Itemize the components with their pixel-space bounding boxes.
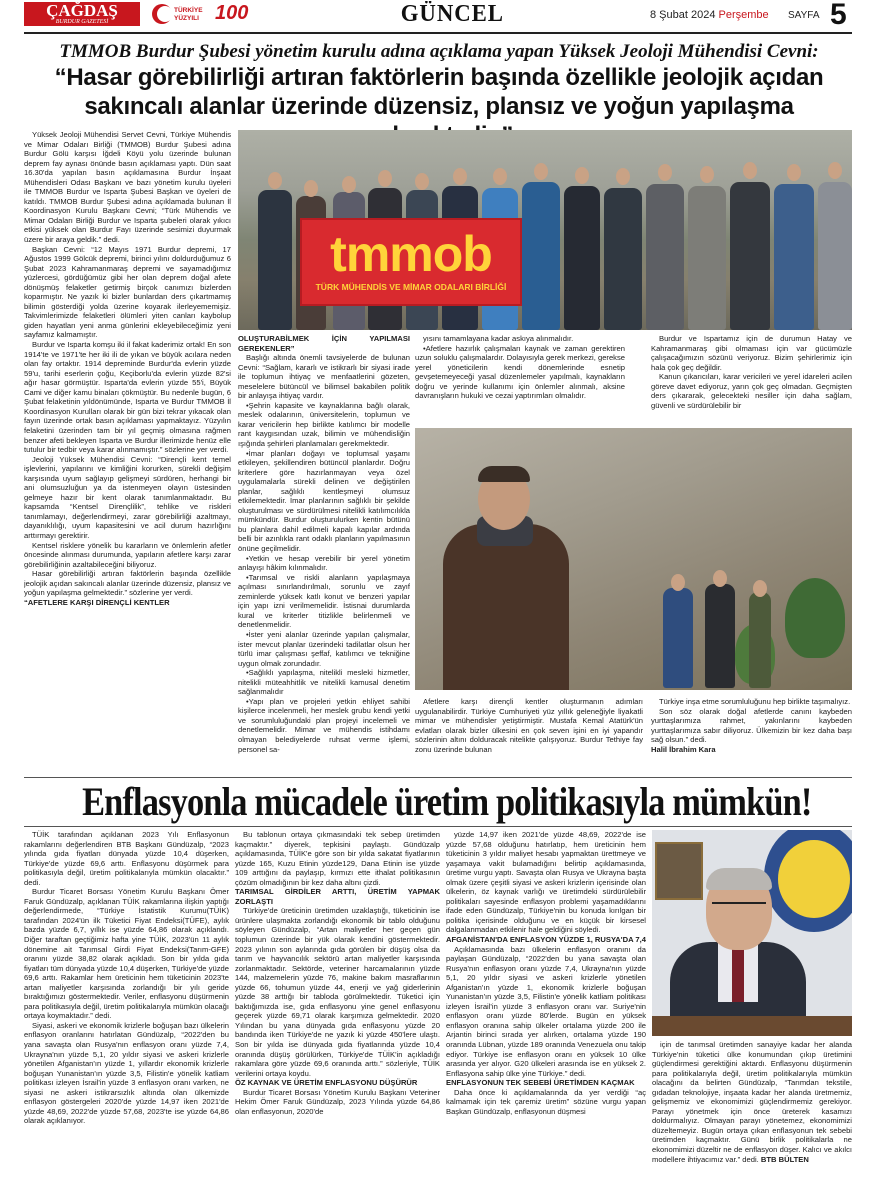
paragraph: •Yapı plan ve projeleri yetkin ehliyet sahibi kişilerce incelenmeli, her meslek grubu kendi yetki ve sorumluluğundaki plan projeyi incelemeli ve denetlemelidir. Mimar ve mühendis istihdamı olmayan belediyelerde ruhsat verme işlemi, personel sa- <box>238 696 410 754</box>
paragraph: yüzde 14,97 iken 2021'de yüzde 48,69, 2022'de ise yüzde 57,68 olduğunu hatırlatıp, hem üreticinin hem tüketicinin 3 yıldır maliyet hesabı yapmaktan ürettmeye ve yaşamaya vakit bulamadığını belirtip açıklamasında, üretime vurgu yaptı. Savaşta olan Rusya ve Ukrayna başta olmak üzere çeşitli siyasi ve askeri krizlerin içerisinde olan ülkelerin, öz kaynak varlığı ve üretimdeki sürdürülebilir politikaları sayesinde enflasyon problemi yaşamadıklarını ifade eden Gündüzalp, Türkiye'nin bu konuda kırılgan bir politika içerisinde olduğunu ve en küçük bir kirsesel dalgalanmadan etkilenir hale geldiğini söyledi. <box>446 830 646 935</box>
author-byline: Halil İbrahim Kara <box>651 744 716 754</box>
paragraph: Daha önce ki açıklamalarında da yer verdiği “aç kalmamak için tek çaremiz üretim” sözüne vurgu yapan Başkan Gündüzalp, enflasyonun düşmesi <box>446 1087 646 1116</box>
paragraph: •Sağlıklı yapılaşma, nitelikli mesleki hizmetler, nitelikli müteahhitlik ve nitelikli kamusal denetim sağlanmalıdır <box>238 668 410 697</box>
article2-headline: Enflasyonla mücadele üretim politikasıyla mümkün! <box>82 779 812 824</box>
date-text: 8 Şubat 2024 <box>650 9 716 21</box>
banner-subtitle: TÜRK MÜHENDİS VE MİMAR ODALARI BİRLİĞİ <box>315 282 507 292</box>
paragraph: Burdur Ticaret Borsası Yönetim Kurulu Başkanı Veteriner Hekim Ömer Faruk Gündüzalp, 2023 Yılında yüzde 64,86 olan enflasyonun, 2020'de <box>235 1087 440 1116</box>
chairman-portrait-photo <box>652 830 852 1036</box>
subheading: TARIMSAL GİRDİLER ARTTI, ÜRETİM YAPMAK ZORLAŞTI <box>235 887 440 906</box>
paragraph: Kentsel risklere yönelik bu kararların ve önlemlerin afetler öncesinde alınması durumunda, yapıların afetlere karşı zarar görebilirliğinin azaltabileceğini biliyoruz. <box>24 540 231 569</box>
subheading: “AFETLERE KARŞI DİRENÇLİ KENTLER <box>24 597 170 607</box>
svg-text:TÜRKİYE: TÜRKİYE <box>174 7 203 14</box>
paragraph: TÜİK tarafından açıklanan 2023 Yılı Enflasyonun rakamlarını değerlendiren BTB Başkanı Gündüzalp, “2023 yılında gıda fiyatları dünyada yüzde 10,4 düşerken, Türkiye'de yüzde 69,6 arttı. Enflasyonu düşürmek para politikasıyla değil, üretim politikalarıyla mümkün olacaktır.” dedi. <box>24 830 229 887</box>
paragraph: Burdur ve Isparta komşu iki il fakat kaderimiz ortak! En son 1914'te ve 1971'te her iki ili de yıkan ve büyük acılara neden olan fay ortaktır. 1914 depreminde Burdur'da evlerin yüzde 59'u, tarihi eserlerin çoğu, Keçiborlu'da evlerin yüzde 82'si ağır hasar görmüştür. Isparta'da evlerin yüzde 55'i, Büyük Cami ve diğer kamu binaları çökmüştür. Bu nedenle bugün, 6 Şubat felaketinin yıldönümünde, Isparta ve Burdur TMMOB İl Koordinasyon Kurulları olarak bir gün bizi tekrar yıkacak olan fayın üzerinde ortak basın açıklaması yapmaktayız. Yüzyılın felaketini üzerinden tam bir yıl geçmiş olmasına rağmen benzer afeti bekleyen Isparta ve Burdur illerimizde henüz elle tutulur bir tedbir veya karar alınmamıştır.” sözlerine yer verdi. <box>24 340 231 455</box>
paragraph: Yüksek Jeoloji Mühendisi Servet Cevni, Türkiye Mühendis ve Mimar Odaları Birliği (TMMOB) Burdur Şubesi adına Burdur Gölü karşısı İğdeli Köyü yolu üzerinde bulunan deprem fay aynası önünde basın açıklaması yaptı. Dün saat 16.30'da yapılan basın açıklamasına Burdur İnşaat Mühendisleri Odası Başkanı ve bazı yönetim kurulu üyeleri ile TMMOB Burdur ve Isparta Şubesi Başkan ve üyeleri de katıldı. TMMOB Burdur Şubesi adına açıklamada bulunan İl Koordinasyon Kurulu Başkanı Cevni; “Türk Mühendis ve Mimar Odaları Birliği Burdur ve Isparta şubeleri olarak yıkıcı etkisi yüksek olan Burdur Fayı üzerinde sesimizi duyurmak üzere bir araya geldik.” dedi. <box>24 130 231 245</box>
article1-column-6 <box>651 697 852 775</box>
article1-column-1 <box>24 130 231 775</box>
portrait-person <box>443 524 569 690</box>
banner-title: tmmob <box>330 226 492 282</box>
wall-portrait <box>655 842 703 900</box>
paragraph: Siyasi, askeri ve ekonomik krizlerle boğuşan bazı ülkelerin enflasyon oranlarını hatırlatan Gündüzalp, “2022'den bu yana savaşta olan Rusya'nın enflasyon oranı yüzde 7,4, Ukrayna'nın yüzde 5,1, 20 yıldır siyasi ve askeri krizlerle yönetilen Afganistan'ın yüzde 1, yıllardır ekonomik krizlerle boğuşan Yunanistan'ın yüzde 3,5, Filistin'e yönelik katliam politikası izleyen İsrail'in yüzde 3 enflasyon oranı varken, ne siyasi ne askeri istikrarsızlık altında olan ülkemizde enflasyon göstergeleri 2020'de yüzde 14,97 iken 2021'de yüzde 48,69, 2022'de yüzde 57,68, 2023'te ise yüzde 64,86 olarak açıklanıyor. <box>24 1020 229 1126</box>
article2-column-3 <box>446 830 646 1200</box>
article1-column-2 <box>238 334 410 775</box>
paragraph: Son söz olarak doğal afetlerde canını kaybeden yurttaşlarımıza rahmet, yakınlarını kaybeden yurttaşlarımıza sabır diliyoruz. Ülkemizin bir kez daha başı sağ olsun.” dedi. <box>651 706 852 745</box>
paragraph: Burdur ve Ispartamız için de durumun Hatay ve Kahramanmaraş gibi olmaması için var gücümüzle çalışacağımızın sözünü veriyoruz. Bizim şehirlerimiz için hala çok geç değildir. <box>651 334 852 372</box>
page-label: SAYFA <box>788 10 820 21</box>
article1-column-4 <box>651 334 852 424</box>
subheading: OLUŞTURABİLMEK İÇİN YAPILMASI GEREKENLER” <box>238 334 410 353</box>
issue-date <box>650 9 769 21</box>
paragraph: •Tarımsal ve riskli alanların yapılaşmaya açılması sınırlandırılmalı, sorunlu ve zayıf zeminlerde yüksek katlı konut ve benzeri yapılar için yapı izni verilmemelidir. İstisnai durumlarda kural ve kriterler titizlikle belirlenmeli ve denetlenmelidir. <box>238 572 410 630</box>
portrait-hair <box>706 868 772 890</box>
paragraph: Açıklamasında bazı ülkelerin enflasyon oranını da paylaşan Gündüzalp, “2022'den bu yana savaşta olan Rusya'nın enflasyon oranı yüzde 7,4, Ukrayna'nın yüzde 5,1, 20 yıldır siyasi ve askeri krizlerle yönetilen Afganistan'ın yüzde 1, ekonomik krizlerle boğuşan Yunanistan'ın yüzde 3,5, Filistin'e yönelik katliam politikası izleyen İsrail'in yüzde 3 enflasyon oranı var. Suriye'nin enflasyon oranı yüzde 80'lerde. Bugün en yüksek enflasyon oranına sahip ülkeler ortalama yüzde 200 ile Arjantin birinci sırada yer alırken, ortalama yüzde 190 oranında Lübnan, yüzde 189 oranında Venezuela onu takip ediyor. Türkiye ise enflasyon oranı en yüksek 10 ülke arasında yer alıyor. G20 ülkeleri arasında ise en yüksek 2. Enflasyona sahip ülke yine Türkiye.” dedi. <box>446 944 646 1078</box>
paragraph: •İster yeni alanlar üzerinde yapılan çalışmalar, ister mevcut planlar üzerindeki tadilatlar olsun her türlü imar çalışması şeffaf, katılımcı ve tekniğine uygun olmak zorundadır. <box>238 629 410 668</box>
tmmob-banner <box>300 218 522 306</box>
article2-column-4 <box>652 1040 852 1198</box>
paragraph: •Yetkin ve hesap verebilir bir yerel yönetim anlayışı hâkim kılınmalıdır. <box>238 553 410 573</box>
subheading: ENFLASYONUN TEK SEBEBİ ÜRETİMDEN KAÇMAK <box>446 1078 635 1088</box>
crescent-icon <box>150 2 208 26</box>
headline-rule <box>24 826 852 827</box>
paragraph: Türkiye'de üreticinin üretimden uzaklaştığı, tüketicinin ise ürünlere ulaşmakta zorlandığı ekonomik bir tablo olduğunu söyleyen Gündüzalp, “Artan maliyetler her geçen gün toplumun üzerinde bir yük olarak kendini göstermektedir. 2023 yılının son aylarında gıda görülen bir düşüş olsa da tarım ve hayvancılık sektörü artan maliyetler karşısında zorlanmaktadır. Sektörde, veteriner harcamalarının yüzde 144, malzemelerin yüzde 76, makine bakım masraflarının yüzde 66, tohumun yüzde 44, enerji ve yağ giderlerinin yüzde 38 arttığı bir tabloda görülmektedir. Tüketici için baktığımızda ise, gıda enflasyonu yine genel enflasyonu geçerek yüzde 69,71 olarak karşımıza gelmektedir. 2020 Yılından bu yana dünyada gıda enflasyonu yüzde 20 bandında iken Türkiye'de ne yazık ki yüzde 450'lere ulaştı. Son bir yılda ise dünyada gıda fiyatlarında yüzde 10,4 oranında düşüş görülürken, Türkiye'de TÜİK'in açıkladığı rakamlara göre yüzde 69,6 oranında arttı.” sözleriyle, TÜİK verilerini ortaya koydu. <box>235 906 440 1078</box>
article1-column-3 <box>415 334 625 424</box>
centenary-logo: 100 <box>215 2 249 24</box>
logo-tag: BURDUR GAZETESİ <box>55 19 109 25</box>
paragraph: Kanun çıkarıcıları, karar vericileri ve yerel idareleri acilen göreve davet ediyoruz, yarın çok geç olmadan. Geçmişten ders çıkararak, gelecekteki nesiller için daha sağlam, güvenli ve sürdürülebilir bir <box>651 372 852 410</box>
portrait-tie <box>732 948 744 1002</box>
paragraph: •Afetlere hazırlık çalışmaları kaynak ve zaman gerektiren uzun soluklu çalışmalardır. Dolayısıyla gerek merkezi, gerekse yerel yöneticilerin kendi dönemlerinde esnetip gevşetemeyeceği yasal düzenlemeler yapılmalı, kaynakların doğru ve yerinde kullanımı için önlemler alınmalı, aksine davranışların hukuki ve cezai yaptırımları olmalıdır. <box>415 343 625 401</box>
article-separator <box>24 777 852 778</box>
turkiye-yuzyili-logo <box>150 2 208 26</box>
section-title: GÜNCEL <box>400 1 504 27</box>
svg-text:YÜZYILI: YÜZYILI <box>174 15 199 22</box>
subheading: AFGANİSTAN'DA ENFLASYON YÜZDE 1, RUSYA'DA 7,4 <box>446 935 646 945</box>
logo-name: ÇAĞDAŞ <box>46 1 118 20</box>
desk <box>652 1016 852 1036</box>
paragraph <box>652 1040 852 1164</box>
group-press-photo <box>238 130 852 330</box>
header-rule <box>24 32 852 34</box>
paragraph: Hasar görebilirliği artıran faktörlerin başında özellikle jeolojik açıdan sakıncalı alanlar üzerinde düzensiz, plansız ve yoğun yapılaşma gelmektedir.” sözlerine yer verdi. <box>24 569 231 598</box>
date-weekday: Perşembe <box>718 9 769 21</box>
paragraph: yısını tamamlayana kadar askıya alınmalıdır. <box>423 334 574 343</box>
paragraph: •Şehrin kapasite ve kaynaklarına bağlı olarak, meslek odalarının, üniversitelerin, toplumun ve karar vericilerin hep birlikte katılımcı bir modelle rant kaygısından uzak, bilimin ve mühendisliğin ışığında şehirleri planlamaları gerekmektedir. <box>238 400 410 449</box>
paragraph-text: için de tarımsal üretimden sanayiye kadar her alanda Türkiye'nin tüketici ülke konumundan çıkıp üretimini güçlendirmesi gerektiğini aktardı. Enflasyonu düşürmenin para politikalarıyla değil, üretim politikalarıyla mümkün olacağını da belirten Gündüzalp, “Tarımdan tekstile, gıdadan teknolojiye, inşaata kadar her alanda üretmemiz, gelişmemiz ve ekonomimizi güçlendirmemiz gerekiyor. Parayı yönetmek için önce üreterek kasamızı doldurmalıyız. Olmayan parayı yönetemez, ekonomimizi düzeltemeyiz. Bugün ortaya çıkan enflasyonun tek sebebi üretimden kaçmaktır. Günü birlik politikalarla ne ekonomimizi düzeltir ne de enflasyon düşer. Kalıcı ve akılcı modellere ihtiyacımız var.” dedi. <box>652 1040 852 1164</box>
paragraph: •İmar planları doğayı ve toplumsal yaşamı etkileyen, şekillendiren bütüncül planlardır. Doğru kriterlere göre hazırlanmayan veya özel uygulamalarla sürekli delinen ve değiştirilen planlar, sağlıklı kentleşmeyi olumsuz etkilemektedir. İmar planlarının sağlıklı bir şekilde oluşturulması ve sürdürülmesi nitelikli katılımcılıkla mümkündür. Burdur oluşturulurken kentin bütünü bu planlara dahil edilmeli kapalı kapılar ardında belli bir azınlıkla rant odaklı planların yapılmasının önüne geçilmelidir. <box>238 448 410 554</box>
subheading: ÖZ KAYNAK VE ÜRETİM ENFLASYONU DÜŞÜRÜR <box>235 1078 418 1088</box>
paragraph: Afetlere karşı dirençli kentler oluşturmanın adımları uygulanabilirdir. Türkiye Cumhuriyeti yüz yıllık geleneğiyle liyakatli mimar ve mühendisler yetiştirmiştir. Mustafa Kemal Atatürk'ün evlatları olarak bizler ülkesini en çok seven işini en iyi yapandır sözlerinin altını dolduracak nitelikte çalışıyoruz. Burdur Tethiye fay zonu üzerinde bulunan <box>415 697 643 754</box>
article1-column-5 <box>415 697 643 775</box>
paragraph: Başlığı altında önemli tavsiyelerde de bulunan Cevni: “Sağlam, kararlı ve istikrarlı bir siyasi irade ile toplumun ihtiyaç ve menfaatlerini gözeten, meselelere bütüncül ve bilimsel bakabilen politik bir anlayışa ihtiyaç vardır. <box>238 353 410 401</box>
paragraph: Bu tablonun ortaya çıkmasındaki tek sebep üretimden kaçmaktır.” diyerek, tepkisini paylaştı. Gündüzalp açıklamasında, TÜİK'e göre son bir yılda sakatat fiyatlarının yüzde 165, Kuzu Etinin yüzde129, Dana Etinin ise yüzde 109 arttığını da paylaşıp, kırmızı ette ithalat politikasının çözüm olmadığının bir kez daha altını çizdi. <box>235 830 440 887</box>
portrait-hair <box>478 466 530 482</box>
paragraph: Başkan Cevni: “12 Mayıs 1971 Burdur depremi, 17 Ağustos 1999 Gölcük depremi, birinci yılını doldurduğumuz 6 Şubat 2023 Kahramanmaraş depremi ve sayamadığımız yüzlercesi, gördüğümüz gibi her olan deprem doğal afete dönüşmüş felaketler getirmiş birçok canımızı bizlerden koparmıştır. Ne yazık ki bizler bunlardan ders çıkartmamış bilimin gösterdiği yolda üzerine koyarak ilerleyememişiz. Takvimlerimizde felaketleri ölümleri yiten canları kaybolup giden hayatları yeni anma günlerini ekleyebileceğimiz yeni sayfamız kalmamıştır. <box>24 244 231 340</box>
author-byline: BTB BÜLTEN <box>760 1154 809 1164</box>
article2-column-2 <box>235 830 440 1200</box>
article1-headline: “Hasar görebilirliği artıran faktörlerin başında özellikle jeolojik açıdan sakıncalı alanlar üzerinde düzensiz, plansız ve yoğun yapılaşma <box>54 64 824 120</box>
newspaper-logo <box>24 2 140 26</box>
paragraph: Jeoloji Yüksek Mühendisi Cevni: “Dirençli kent temel işlevlerini, yapılarını ve kimliğini korurken, sürekli değişim karşısında uyum sağlayıp gelişmeyi sürdüren, herhangi bir ani olumsuzluğun ya da istenmeyen olayın üstesinden gelmeye hazır bir kent olarak tanımlanmaktadır. Bu kapsamda “Kentsel Dirençlilik”, tehlike ve riskleri tanımlamayı, değerlendirmeyi, zarar görebilirliği azaltmayı, dayanıklılığı, uyum kapasitesini ve acil durum hazırlığını arttırmayı gerektirir. <box>24 454 231 540</box>
article1-kicker: TMMOB Burdur Şubesi yönetim kurulu adına açıklama yapan Yüksek Jeoloji Mühendisi Cevni: <box>59 41 819 62</box>
geologist-portrait-photo <box>415 428 852 690</box>
glasses-icon <box>712 902 766 914</box>
emblem-center <box>778 840 850 918</box>
paragraph: Türkiye inşa etme sorumluluğunu hep birlikte taşımalıyız. <box>659 697 851 706</box>
page-number: 5 <box>830 0 847 31</box>
article2-column-1 <box>24 830 229 1200</box>
paragraph: Burdur Ticaret Borsası Yönetim Kurulu Başkanı Ömer Faruk Gündüzalp, açıklanan TÜİK rakamlarına ilişkin yaptığı değerlendirmede, “Türkiye İstatistik Kurumu(TÜİK) tarafından 2024'ün ilk Tüketici Fiyat Endeksi(TÜFE), aylık bazda yüzde 6,7, yıllık ise yüzde 64,86 olarak açıklandı. Diğer taraftan geçtiğimiz hafta yine TÜİK, 2023'ün 11 aylık dönemine ait Tarımsal Girdi Fiyat Endeksi(Tarım-GFE) oranını yüzde 38,82 olarak açıkladı. Son bir yılda gıda fiyatları tüm dünyada yüzde 10,4 düşerken, Türkiye'de yüzde 69,6 arttı. Rakamlar hem üreticinin hem tüketicinin 2023'te artan maliyetler karşısında zorlandığı bir yılı geride bıraktığımızı göstermektedir. Veriler, enflasyonu düşürmenin para politikasıyla değil, üretim politikalarıyla mümkün olacağı ortaya koymaktadır.” dedi. <box>24 887 229 1021</box>
